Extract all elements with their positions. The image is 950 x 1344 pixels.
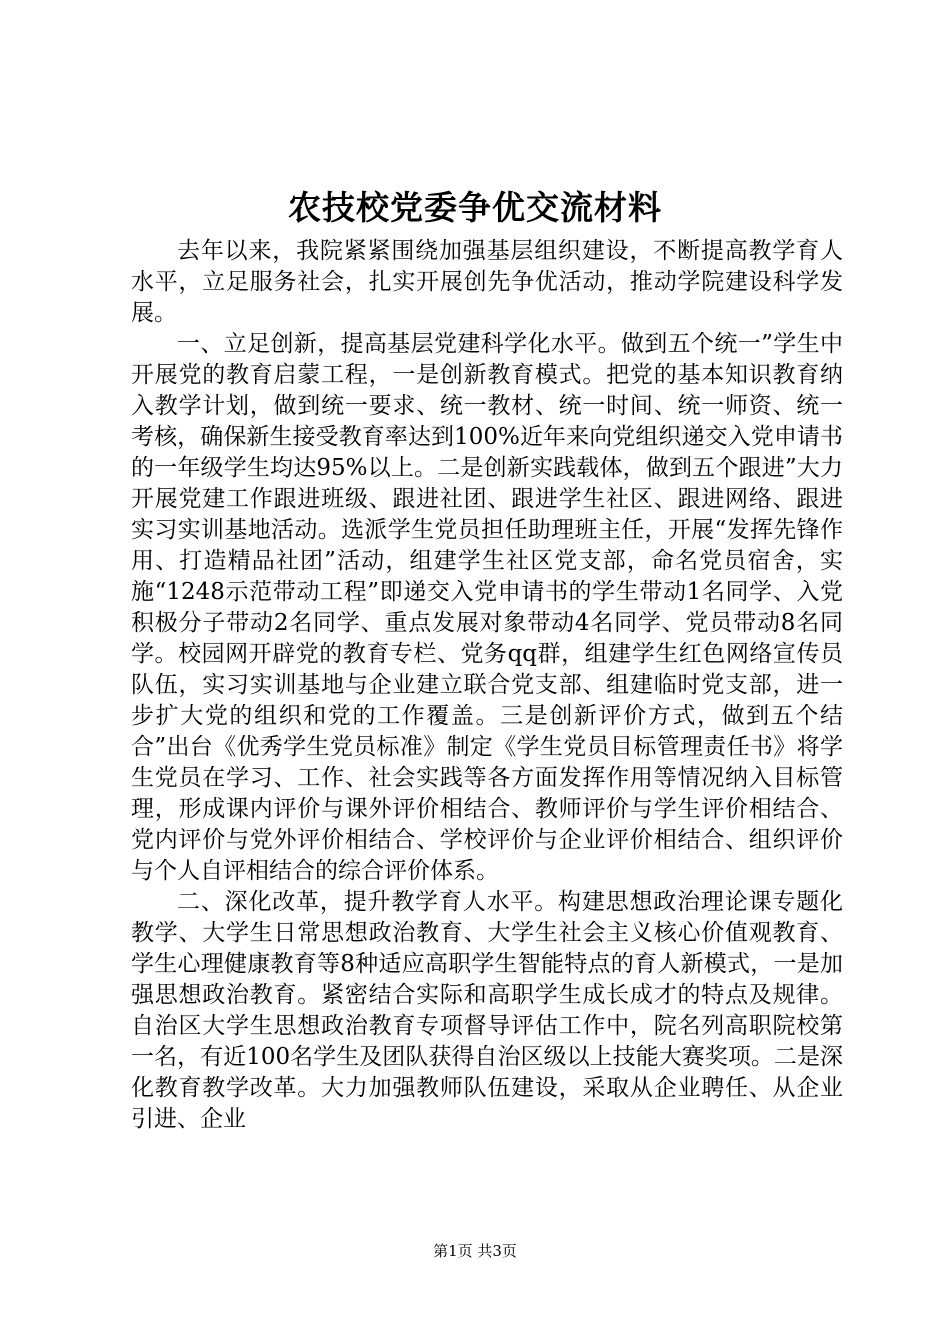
document-title: 农技校党委争优交流材料 <box>288 188 662 227</box>
paragraph-section-two: 二、深化改革，提升教学育人水平。构建思想政治理论课专题化教学、大学生日常思想政治教育、大学生社会主义核心价值观教育、学生心理健康教育等8种适应高职学生智能特点的育人新模式，一是加强思想政治教育。紧密结合实际和高职学生成长成才的特点及规律。自治区大学生思想政治教育专项督导评估工作中，院名列高职院校第一名，有近100名学生及团队获得自治区级以上技能大赛奖项。二是深化教育教学改革。大力加强教师队伍建设，采取从企业聘任、从企业引进、企业 <box>131 889 843 1132</box>
page-footer <box>0 1241 950 1261</box>
page-number: 第1页 <box>433 1242 473 1260</box>
paragraph-section-one: 一、立足创新，提高基层党建科学化水平。做到五个统一”学生中开展党的教育启蒙工程，一是创新教育模式。把党的基本知识教育纳入教学计划，做到统一要求、统一教材、统一时间、统一师资、统一考核，确保新生接受教育率达到100%近年来向党组织递交入党申请书的一年级学生均达95%以上。二是创新实践载体，做到五个跟进”大力开展党建工作跟进班级、跟进社团、跟进学生社区、跟进网络、跟进实习实训基地活动。选派学生党员担任助理班主任，开展“发挥先锋作用、打造精品社团”活动，组建学生社区党支部，命名党员宿舍，实施“1248示范带动工程”即递交入党申请书的学生带动1名同学、入党积极分子带动2名同学、重点发展对象带动4名同学、党员带动8名同学。校园网开辟党的教育专栏、党务qq群，组建学生红色网络宣传员队伍，实习实训基地与企业建立联合党支部、组建临时党支部，进一步扩大党的组织和党的工作覆盖。三是创新评价方式，做到五个结合”出台《优秀学生党员标准》制定《学生党员目标管理责任书》将学生党员在学习、工作、社会实践等各方面发挥作用等情况纳入目标管理，形成课内评价与课外评价相结合、教师评价与学生评价相结合、党内评价与党外评价相结合、学校评价与企业评价相结合、组织评价与个人自评相结合的综合评价体系。 <box>131 331 843 884</box>
document-body <box>131 236 843 1135</box>
paragraph-intro: 去年以来，我院紧紧围绕加强基层组织建设，不断提高教学育人水平，立足服务社会，扎实开展创先争优活动，推动学院建设科学发展。 <box>131 238 843 326</box>
page-total: 共3页 <box>477 1242 517 1260</box>
